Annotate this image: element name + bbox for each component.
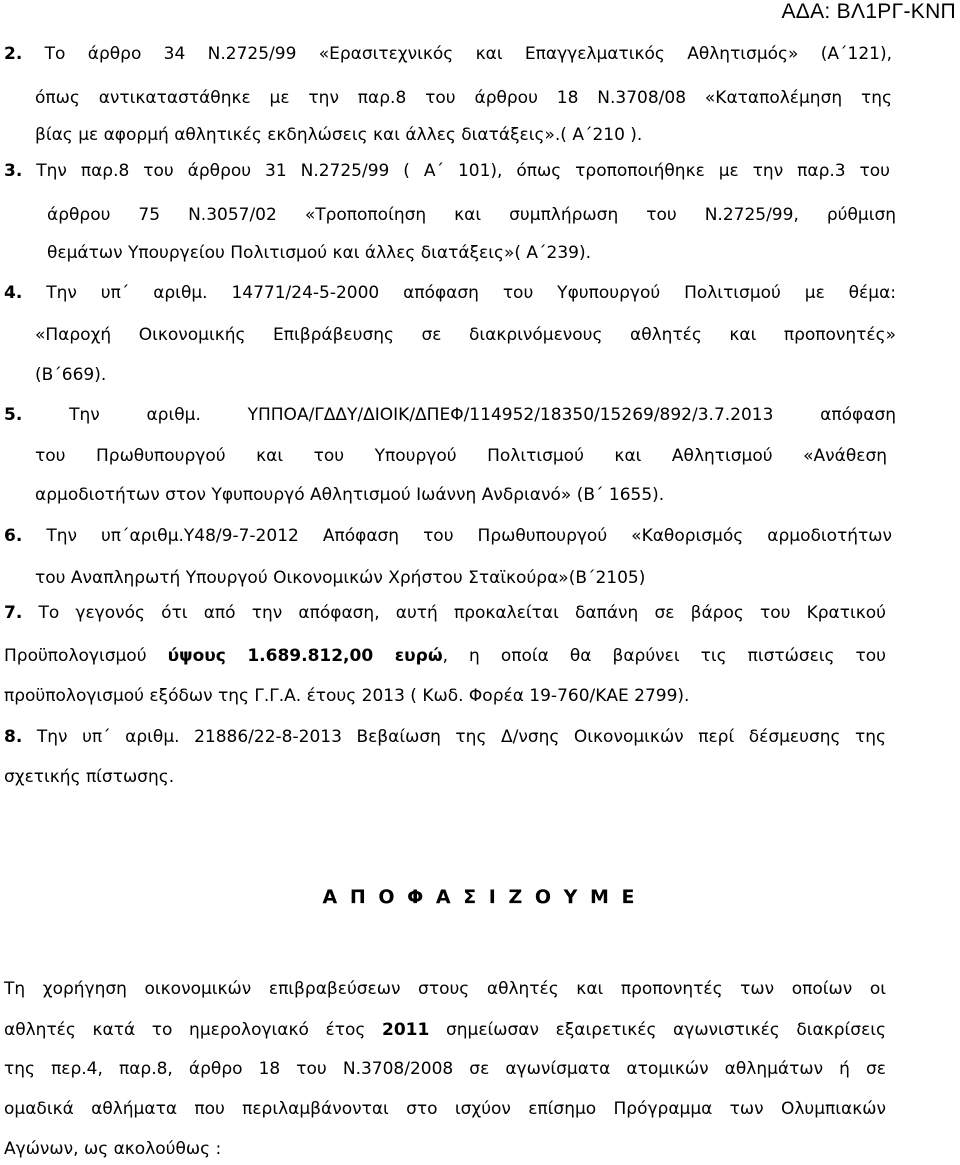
decision-heading: Α Π Ο Φ Α Σ Ι Ζ Ο Υ Μ Ε bbox=[322, 886, 638, 908]
item-2-line-2: όπως αντικαταστάθηκε με την παρ.8 του άρθρου 18 Ν.3708/08 «Καταπολέμηση της bbox=[35, 88, 892, 108]
item-5-line-3: αρμοδιοτήτων στον Υφυπουργό Αθλητισμού Ιωάννη Ανδριανό» (Β΄ 1655). bbox=[35, 485, 665, 505]
item-6-line-2: του Αναπληρωτή Υπουργού Οικονομικών Χρήστου Σταϊκούρα»(Β΄2105) bbox=[35, 568, 646, 588]
closing-line-3: της περ.4, παρ.8, άρθρο 18 του Ν.3708/2008 σε αγωνίσματα ατομικών αθλημάτων ή σε bbox=[4, 1059, 886, 1079]
item-2-line-1: 2. Το άρθρο 34 Ν.2725/99 «Ερασιτεχνικός και Επαγγελματικός Αθλητισμός» (Α΄121), bbox=[4, 44, 892, 64]
item-8-number: 8. bbox=[4, 727, 23, 747]
item-6-number: 6. bbox=[4, 526, 23, 546]
item-4-line-3: (Β΄669). bbox=[35, 365, 107, 385]
item-3-line-3: θεμάτων Υπουργείου Πολιτισμού και άλλες διατάξεις»( Α΄239). bbox=[47, 243, 592, 263]
closing-line-2: αθλητές κατά το ημερολογιακό έτος 2011 σημείωσαν εξαιρετικές αγωνιστικές διακρίσεις bbox=[4, 1020, 887, 1040]
item-4-line-2: «Παροχή Οικονομικής Επιβράβευσης σε διακρινόμενους αθλητές και προπονητές» bbox=[35, 325, 896, 345]
closing-line-1: Τη χορήγηση οικονομικών επιβραβεύσεων στους αθλητές και προπονητές των οποίων οι bbox=[4, 979, 886, 999]
year-bold: 2011 bbox=[382, 1020, 430, 1040]
item-3-line-2: άρθρου 75 Ν.3057/02 «Τροποποίηση και συμπλήρωση του Ν.2725/99, ρύθμιση bbox=[47, 205, 896, 225]
item-4-line-1: 4. Την υπ΄ αριθμ. 14771/24-5-2000 απόφαση του Υφυπουργού Πολιτισμού με θέμα: bbox=[4, 283, 896, 303]
item-2-number: 2. bbox=[4, 44, 23, 64]
item-6-line-1: 6. Την υπ΄αριθμ.Υ48/9-7-2012 Απόφαση του Πρωθυπουργού «Καθορισμός αρμοδιοτήτων bbox=[4, 526, 892, 546]
closing-line-5: Αγώνων, ως ακολούθως : bbox=[4, 1139, 222, 1159]
item-8-line-2: σχετικής πίστωσης. bbox=[4, 767, 175, 787]
item-3-number: 3. bbox=[4, 161, 23, 181]
item-2-line-3: βίας με αφορμή αθλητικές εκδηλώσεις και άλλες διατάξεις».( Α΄210 ). bbox=[35, 125, 643, 145]
amount-bold: ύψους 1.689.812,00 ευρώ bbox=[167, 646, 443, 666]
item-5-line-2: του Πρωθυπουργού και του Υπουργού Πολιτισμού και Αθλητισμού «Ανάθεση bbox=[35, 446, 887, 466]
item-7-line-2: Προϋπολογισμού ύψους 1.689.812,00 ευρώ, η οποία θα βαρύνει τις πιστώσεις του bbox=[4, 646, 887, 666]
item-7-number: 7. bbox=[4, 603, 23, 623]
item-7-line-1: 7. Το γεγονός ότι από την απόφαση, αυτή προκαλείται δαπάνη σε βάρος του Κρατικού bbox=[4, 603, 887, 623]
ada-code: ΑΔΑ: ΒΛ1ΡΓ-ΚΝΠ bbox=[781, 0, 956, 23]
closing-line-4: ομαδικά αθλήματα που περιλαμβάνονται στο ισχύον επίσημο Πρόγραμμα των Ολυμπιακών bbox=[4, 1099, 886, 1119]
item-8-line-1: 8. Την υπ΄ αριθμ. 21886/22-8-2013 Βεβαίωση της Δ/νσης Οικονομικών περί δέσμευσης της bbox=[4, 727, 887, 747]
item-4-number: 4. bbox=[4, 283, 23, 303]
item-5-line-1: 5. Την αριθμ. ΥΠΠΟΑ/ΓΔΔΥ/ΔΙΟΙΚ/ΔΠΕΦ/114952/18350/15269/892/3.7.2013 απόφαση bbox=[4, 405, 896, 425]
item-7-line-3: προϋπολογισμού εξόδων της Γ.Γ.Α. έτους 2013 ( Κωδ. Φορέα 19-760/ΚΑΕ 2799). bbox=[4, 686, 690, 706]
item-3-line-1: 3. Την παρ.8 του άρθρου 31 Ν.2725/99 ( Α΄ 101), όπως τροποποιήθηκε με την παρ.3 του bbox=[4, 161, 891, 181]
item-5-number: 5. bbox=[4, 405, 23, 425]
